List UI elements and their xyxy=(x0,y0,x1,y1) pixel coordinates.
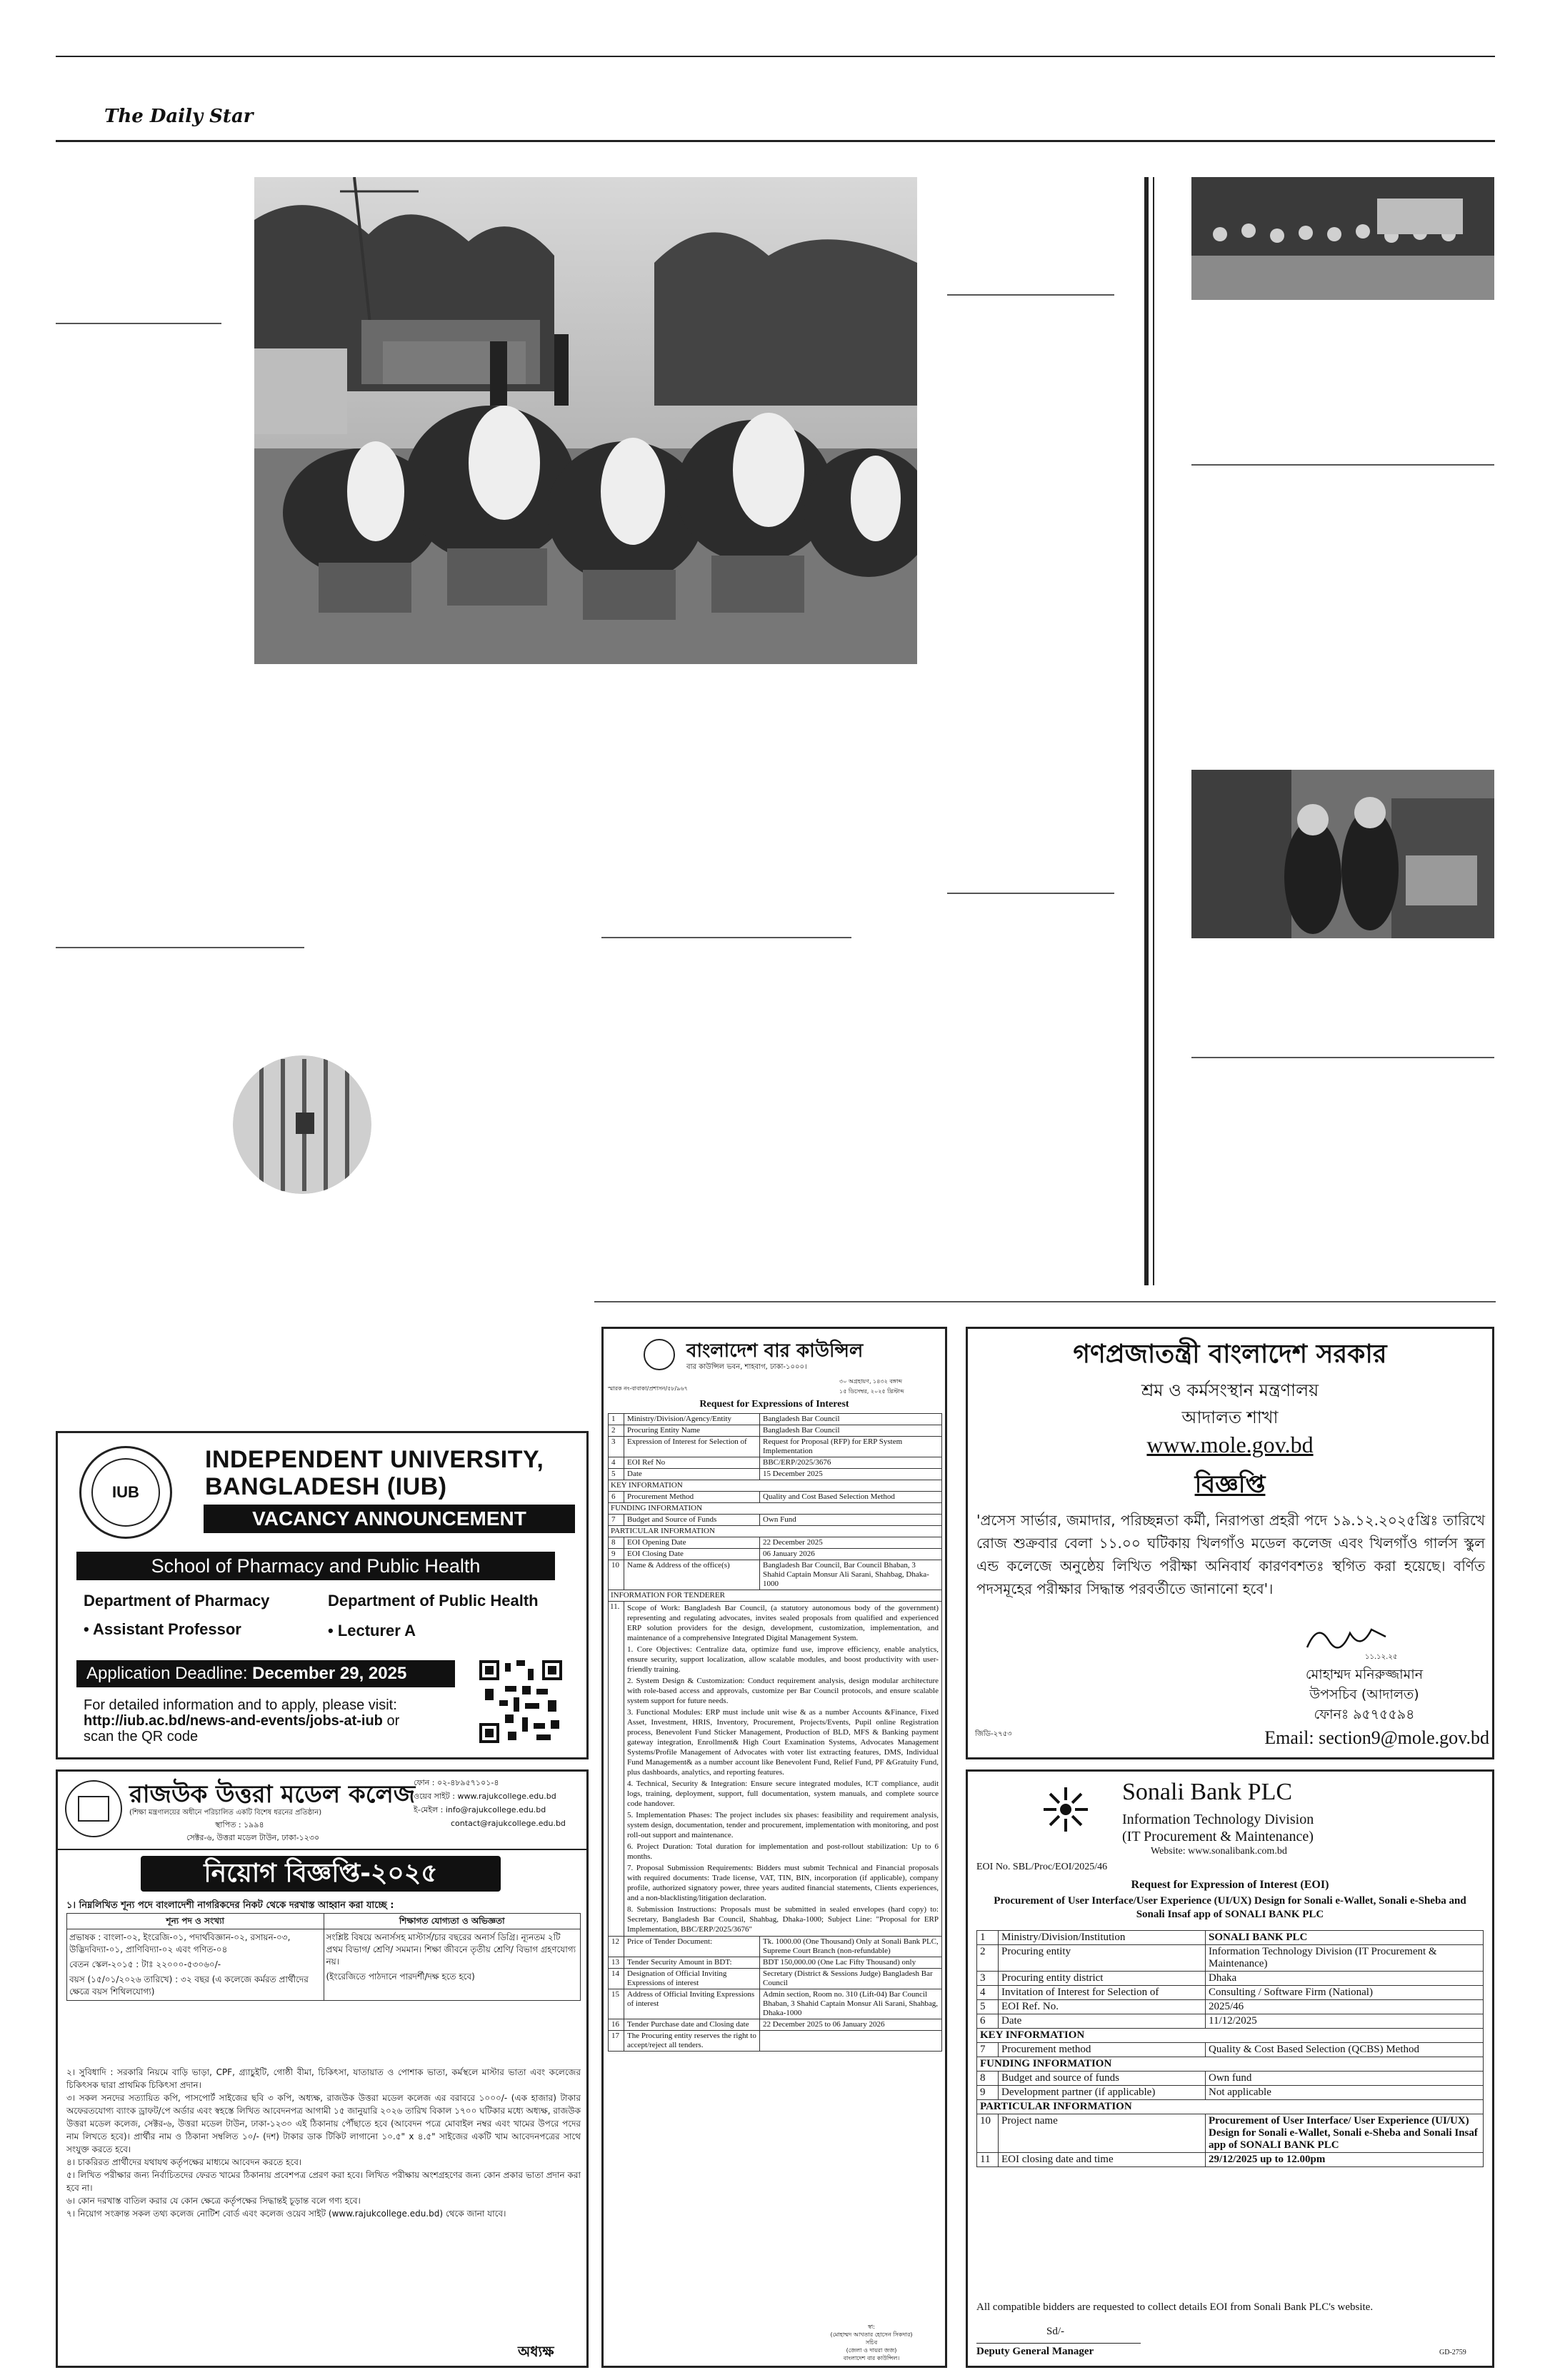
row-value: Bangladesh Bar Council xyxy=(760,1425,942,1437)
mole-signatory-phone: ফোনঃ ৯৫৭৫৫৯৪ xyxy=(1314,1707,1415,1722)
apply-info xyxy=(84,1697,462,1744)
rajuk-title: নিয়োগ বিজ্ঞপ্তি-২০২৫ xyxy=(141,1856,501,1892)
bc-funding-information: FUNDING INFORMATION xyxy=(609,1503,942,1515)
sonali-bank-ad xyxy=(966,1769,1494,2368)
table-row xyxy=(977,2000,1484,2014)
mole-signature-icon xyxy=(1304,1619,1389,1655)
bc-requirement-item: 1. Core Objectives: Centralize data, optimize fund use, improve efficiency, enable analytics, ensure security, support localization, allow scalable modules, and boost productivity with user-friendly training. xyxy=(627,1645,939,1674)
bc-sign-sd: স্বা: xyxy=(868,2324,875,2330)
rajuk-email2[interactable]: contact@rajukcollege.edu.bd xyxy=(451,1819,566,1828)
table-row xyxy=(977,2014,1484,2029)
qualification-text: সংশ্লিষ্ট বিষয়ে অনার্সসহ মাস্টার্স/চার বছরের অনার্স ডিগ্রি। ন্যূনতম ২টি প্রথম বিভাগ/ শ্রেণি/ সমমান। শিক্ষা জীবনে তৃতীয় শ্রেণি/ বিভাগ গ্রহণযোগ্য নয়। xyxy=(326,1932,576,1967)
row-number: 15 xyxy=(609,1989,624,2019)
row-value: Own Fund xyxy=(760,1515,942,1526)
row-value: Quality & Cost Based Selection (QCBS) Method xyxy=(1206,2043,1484,2057)
mole-ad xyxy=(966,1327,1494,1759)
row-number: 5 xyxy=(977,2000,999,2014)
row-number: 14 xyxy=(609,1969,624,1989)
school-bar: School of Pharmacy and Public Health xyxy=(76,1552,555,1580)
bc-sign-name: (মোহাম্মদ আখতার হোসেন সিকদার) xyxy=(830,2331,913,2338)
rajuk-logo xyxy=(65,1780,122,1837)
gate-photo xyxy=(233,1055,371,1194)
table-row xyxy=(609,1492,942,1503)
row-number: 3 xyxy=(609,1437,624,1457)
sonali-division: Information Technology Division xyxy=(1122,1812,1314,1827)
row-label: Development partner (if applicable) xyxy=(999,2086,1206,2100)
table-row xyxy=(609,1425,942,1437)
dept-public-health: Department of Public Health xyxy=(328,1592,539,1610)
row-label: Procuring entity district xyxy=(999,1972,1206,1986)
table-row xyxy=(977,2072,1484,2086)
row-value: 2025/46 xyxy=(1206,2000,1484,2014)
row-label: Procuring Entity Name xyxy=(624,1425,760,1437)
row-label: Ministry/Division/Institution xyxy=(999,1931,1206,1945)
row-label: Tender Security Amount in BDT: xyxy=(624,1957,760,1969)
bar-council-ad xyxy=(601,1327,947,2368)
row-label: EOI closing date and time xyxy=(999,2153,1206,2167)
masthead-rule xyxy=(56,140,1495,142)
bc-requirement-item: 4. Technical, Security & Integration: Ensure secure integrated modules, ICT compliance, audit logs, training, deployment, support, full documentation, system manuals, and complete source code handover. xyxy=(627,1779,939,1808)
row-number: 13 xyxy=(609,1957,624,1969)
sonali-request: Request for Expression of Interest (EOI) xyxy=(1131,1879,1329,1891)
table-row xyxy=(977,2153,1484,2167)
bc-particular-information: PARTICULAR INFORMATION xyxy=(609,1526,942,1537)
bc-requirement-item: 5. Implementation Phases: The project includes six phases: feasibility and requirement analysis, system design, documentation, tender and procurement, implementation with monitoring, and post roll-out support and maintenance. xyxy=(627,1811,939,1839)
sb-funding-information: FUNDING INFORMATION xyxy=(977,2057,1484,2072)
sonali-table xyxy=(976,1930,1484,2167)
table-row xyxy=(609,1989,942,2019)
row-value: BDT 150,000.00 (One Lac Fifty Thousand) only xyxy=(760,1957,942,1969)
bar-council-date2: ১৫ ডিসেম্বর, ২০২৫ খ্রিস্টাব্দ xyxy=(839,1388,904,1395)
raid-photo xyxy=(1191,770,1494,938)
row-value: Quality and Cost Based Selection Method xyxy=(760,1492,942,1503)
rajuk-terms xyxy=(66,2066,581,2220)
masthead-logo: The Daily Star xyxy=(104,106,254,127)
row-label: Procurement method xyxy=(999,2043,1206,2057)
row-label: Procuring entity xyxy=(999,1945,1206,1972)
row-label: Date xyxy=(624,1469,760,1480)
rajuk-address: সেক্টর-৬, উত্তরা মডেল টাউন, ঢাকা-১২৩০ xyxy=(186,1833,320,1842)
row-label: EOI Closing Date xyxy=(624,1549,760,1560)
sonali-website[interactable]: Website: www.sonalibank.com.bd xyxy=(1151,1846,1287,1857)
sonali-logo-icon xyxy=(1042,1786,1089,1833)
table-row xyxy=(977,1986,1484,2000)
bc-key-information: KEY INFORMATION xyxy=(609,1480,942,1492)
col-qualification-header: শিক্ষাগত যোগ্যতা ও অভিজ্ঞতা xyxy=(324,1914,581,1929)
bar-council-address: বার কাউন্সিল ভবন, শাহবাগ, ঢাকা-১০০০। xyxy=(686,1363,807,1371)
bc-sign-rank: (জেলা ও দায়রা জজ) xyxy=(846,2347,897,2354)
post-assistant-professor: • Assistant Professor xyxy=(84,1620,241,1638)
row-value: Dhaka xyxy=(1206,1972,1484,1986)
row-label: EOI Ref. No. xyxy=(999,2000,1206,2014)
row-label: Expression of Interest for Selection of xyxy=(624,1437,760,1457)
table-row xyxy=(609,1537,942,1549)
rajuk-sub: (শিক্ষা মন্ত্রণালয়ের অধীনে পরিচালিত একটি বিশেষ ধরনের প্রতিষ্ঠান) xyxy=(129,1809,322,1817)
col-posts-header: শূন্য পদ ও সংখ্যা xyxy=(67,1914,324,1929)
dept-pharmacy: Department of Pharmacy xyxy=(84,1592,270,1610)
row-number: 2 xyxy=(609,1425,624,1437)
row-value: 11/12/2025 xyxy=(1206,2014,1484,2029)
mole-branch: আদালত শাখা xyxy=(1181,1407,1279,1427)
vacancy-banner: VACANCY ANNOUNCEMENT xyxy=(204,1505,575,1533)
pay-scale: বেতন স্কেল-২০১৫ : টাঃ ২২০০০-৫৩০৬০/- xyxy=(69,1959,221,1969)
market-photo xyxy=(254,177,917,664)
vertical-rule xyxy=(1144,177,1149,1285)
row-value: Tk. 1000.00 (One Thousand) Only at Sonali Bank PLC, Supreme Court Branch (non-refundable) xyxy=(760,1937,942,1957)
sb-key-information: KEY INFORMATION xyxy=(977,2029,1484,2043)
row-label: Budget and source of funds xyxy=(999,2072,1206,2086)
bar-council-date1: ৩০ অগ্রহায়ণ, ১৪৩২ বঙ্গাব্দ xyxy=(839,1378,903,1385)
row-value: 22 December 2025 to 06 January 2026 xyxy=(760,2019,942,2031)
row-number: 10 xyxy=(609,1560,624,1590)
term-2: ২। সুবিধাদি : সরকারি নিয়মে বাড়ি ভাড়া, CPF, গ্র্যাচুইটি, গোষ্ঠী বীমা, চিকিৎসা, যাতায়াত ও পোশাক ভাতা, কর্মস্থলে মাস্টার ভাতা এবং কলেজের চিকিৎসক দ্বারা প্রাথমিক চিকিৎসা প্রদান। xyxy=(66,2067,581,2090)
bc-signature xyxy=(804,2323,939,2362)
row-label: Designation of Official Inviting Expressions of interest xyxy=(624,1969,760,1989)
row-value: Procurement of User Interface/ User Experience (UI/UX) Design for Sonali e-Wallet, Sonali e-Sheba and Sonali Insaf app of SONALI BANK PLC xyxy=(1206,2114,1484,2153)
term-4: ৪। চাকরিরত প্রার্থীদের যথাযথ কর্তৃপক্ষের মাধ্যমে আবেদন করতে হবে। xyxy=(66,2157,302,2167)
row-number: 9 xyxy=(609,1549,624,1560)
table-row xyxy=(977,2114,1484,2153)
bc-sign-org: বাংলাদেশ বার কাউন্সিল। xyxy=(843,2355,900,2361)
row-number: 9 xyxy=(977,2086,999,2100)
row-number: 7 xyxy=(977,2043,999,2057)
column-separator xyxy=(947,893,1114,894)
rajuk-estd: স্থাপিত : ১৯৯৪ xyxy=(215,1820,264,1829)
post-lecturer-a: • Lecturer A xyxy=(328,1622,416,1640)
deadline-bar xyxy=(76,1660,455,1687)
bc-info-tenderer: INFORMATION FOR TENDERER xyxy=(609,1590,942,1602)
table-row xyxy=(977,1945,1484,1972)
column-separator xyxy=(1191,464,1494,466)
mole-notice-body: 'প্রসেস সার্ভার, জমাদার, পরিচ্ছন্নতা কর্মী, নিরাপত্তা প্রহরী পদে ১৯.১২.২০২৫খ্রিঃ তারিখে রোজ শুক্রবার বেলা ১১.০০ ঘটিকায় খিলগাঁও মডেল কলেজ এবং খিলগাঁও গার্লস স্কুল এন্ড কলেজে অনুষ্ঠেয় লিখিত পরীক্ষা অনিবার্য কারণবশতঃ স্থগিত করা হয়েছে। বর্ণিত পদসমূহের পরীক্ষার সিদ্ধান্ত পরবর্তীতে জানানো হবে'। xyxy=(976,1512,1485,1597)
apply-qr-hint: scan the QR code xyxy=(84,1729,199,1744)
table-row xyxy=(609,1437,942,1457)
table-row xyxy=(609,1937,942,1957)
mole-title: গণপ্রজাতন্ত্রী বাংলাদেশ সরকার xyxy=(1073,1340,1387,1369)
bc-scope: Scope of Work: Bangladesh Bar Council, (a statutory autonomous body of the government) representing and regulating advocates, invites sealed proposals from qualified and experienced ERP solution providers for the design, development, customization, implementation, and maintenance of a comprehensive Integrated Digital Management System. xyxy=(627,1604,939,1642)
row-label: Budget and Source of Funds xyxy=(624,1515,760,1526)
row-label: Ministry/Division/Agency/Entity xyxy=(624,1414,760,1425)
term-3: ৩। সকল সনদের সত্যায়িত কপি, পাসপোর্ট সাইজের ছবি ৩ কপি, অধ্যক্ষ, রাজউক উত্তরা মডেল কলেজ এর বরাবরে ১০০০/- (এক হাজার) টাকার অফেরতযোগ্য ব্যাংক ড্রাফট/পে অর্ডার এবং স্বহস্তে লিখিত আবেদনপত্র আগামী ১৫ জানুয়ারি ২০২৬ তারিখ বিকাল ১৭০০ ঘটিকার মধ্যে অধ্যক্ষ, রাজউক উত্তরা মডেল কলেজ, সেক্টর-৬, উত্তরা মডেল টাউন, ঢাকা-১২৩০ এই ঠিকানায় পৌঁছাতে হবে (আবেদন পত্রে মোবাইল নম্বর এবং খামের উপরে পদের নাম লিখতে হবে)। প্রার্থীর নাম ও ঠিকানা সম্বলিত ১০/- (দশ) টাকার ডাক টিকিট লাগানো ১০.৫" x ৪.৫" সাইজের একটি খাম আবেদনপত্রের সাথে সংযুক্ত করতে হবে। xyxy=(66,2093,581,2154)
row-value: Request for Proposal (RFP) for ERP System Implementation xyxy=(760,1437,942,1457)
row-label: The Procuring entity reserves the right to accept/reject all tenders. xyxy=(624,2031,760,2052)
column-separator xyxy=(1191,1057,1494,1058)
table-row xyxy=(609,1515,942,1526)
row-number: 1 xyxy=(977,1931,999,1945)
iub-logo: IUB xyxy=(79,1446,172,1539)
row-number: 3 xyxy=(977,1972,999,1986)
bar-council-name: বাংলাদেশ বার কাউন্সিল xyxy=(686,1340,864,1362)
deadline-label: Application Deadline: xyxy=(86,1664,253,1683)
sonali-heading: Procurement of User Interface/User Experience (UI/UX) Design for Sonali e-Wallet, Sonali e-Sheba and Sonali Insaf app of SONALI BANK PLC xyxy=(994,1895,1466,1920)
term-6: ৬। কোন দরখাস্ত বাতিল করার যে কোন ক্ষেত্রে কর্তৃপক্ষের সিদ্ধান্তই চূড়ান্ত বলে গণ্য হবে। xyxy=(66,2196,361,2206)
row-value: 22 December 2025 xyxy=(760,1537,942,1549)
row-value: Own fund xyxy=(1206,2072,1484,2086)
apply-url[interactable]: http://iub.ac.bd/news-and-events/jobs-at-iub xyxy=(84,1713,383,1729)
row-number: 17 xyxy=(609,2031,624,2052)
row-label: EOI Ref No xyxy=(624,1457,760,1469)
row-label: Date xyxy=(999,2014,1206,2029)
bar-council-logo xyxy=(644,1339,675,1370)
column-separator xyxy=(947,294,1114,296)
sonali-eoi-no: EOI No. SBL/Proc/EOI/2025/46 xyxy=(976,1862,1108,1872)
mole-code: জিডি-২৭৫৩ xyxy=(975,1730,1012,1738)
table-row xyxy=(609,2031,942,2052)
table-row xyxy=(977,2043,1484,2057)
apply-info-line1: For detailed information and to apply, please visit: xyxy=(84,1697,397,1713)
row-number: 6 xyxy=(977,2014,999,2029)
iub-ad xyxy=(56,1431,589,1759)
mole-website[interactable]: www.mole.gov.bd xyxy=(1146,1432,1314,1457)
sonali-sd: Sd/- xyxy=(1046,2326,1065,2337)
row-value: SONALI BANK PLC xyxy=(1206,1931,1484,1945)
row-label: Procurement Method xyxy=(624,1492,760,1503)
rajuk-contact xyxy=(414,1776,585,1830)
vertical-rule xyxy=(1153,177,1154,1285)
table-row xyxy=(609,1457,942,1469)
top-rule xyxy=(56,56,1495,57)
row-value: Consulting / Software Firm (National) xyxy=(1206,1986,1484,2000)
rajuk-email[interactable]: ই-মেইল : info@rajukcollege.edu.bd xyxy=(414,1805,546,1814)
table-row xyxy=(977,1931,1484,1945)
bc-requirement-item: 8. Submission Instructions: Proposals must be submitted in sealed envelopes (hard copy) to: Secretary, Bangladesh Bar Council, Shahbag, Dhaka-1000; Subject Line: "Proposal for ERP Implementation, BBC/ERP/2025/3676" xyxy=(627,1905,939,1934)
table-row xyxy=(977,1972,1484,1986)
row-number: 7 xyxy=(609,1515,624,1526)
ads-rule xyxy=(594,1301,1496,1302)
column-separator xyxy=(56,323,221,324)
mole-signatory-name: মোহাম্মদ মনিরুজ্জামান xyxy=(1305,1667,1424,1682)
age-limit: বয়স (১৫/০১/২০২৬ তারিখে) : ৩২ বছর (এ কলেজে কর্মরত প্রার্থীদের ক্ষেত্রে বয়স শিথিলযোগ্য) xyxy=(69,1974,309,1997)
rajuk-table xyxy=(66,1913,581,2001)
row-value: Information Technology Division (IT Procurement & Maintenance) xyxy=(1206,1945,1484,1972)
table-row xyxy=(609,1549,942,1560)
sonali-name: Sonali Bank PLC xyxy=(1122,1779,1293,1805)
row-number: 16 xyxy=(609,2019,624,2031)
row-label: Name & Address of the office(s) xyxy=(624,1560,760,1590)
posts-list: প্রভাষক : বাংলা-০২, ইংরেজি-০১, পদার্থবিজ্ঞান-০২, রসায়ন-০৩, উদ্ভিদবিদ্যা-০১, প্রাণিবিদ্যা-০২ এবং গণিত-০৪ xyxy=(69,1932,291,1954)
rajuk-intro: ১। নিম্নলিখিত শূন্য পদে বাংলাদেশী নাগরিকদের নিকট থেকে দরখাস্ত আহ্বান করা যাচ্ছে : xyxy=(66,1900,394,1911)
term-5: ৫। লিখিত পরীক্ষার জন্য নির্বাচিতদের ফেরত খামের ঠিকানায় প্রবেশপত্র প্রেরণ করা হবে। লিখিত পরীক্ষায় অংশগ্রহণের জন্য কোন প্রকার ভাতা প্রদান করা হবে না। xyxy=(66,2170,581,2193)
event-photo xyxy=(1191,177,1494,300)
mole-ministry: শ্রম ও কর্মসংস্থান মন্ত্রণালয় xyxy=(1141,1380,1319,1400)
row-label: Invitation of Interest for Selection of xyxy=(999,1986,1206,2000)
rajuk-website[interactable]: ওয়েব সাইট : www.rajukcollege.edu.bd xyxy=(414,1792,556,1801)
row-number: 10 xyxy=(977,2114,999,2153)
row-number: 5 xyxy=(609,1469,624,1480)
rajuk-signature: অধ্যক্ষ xyxy=(518,2343,554,2360)
row-label: EOI Opening Date xyxy=(624,1537,760,1549)
sonali-subdivision: (IT Procurement & Maintenance) xyxy=(1122,1829,1314,1844)
mole-signatory xyxy=(1239,1665,1489,1724)
row-value: Bangladesh Bar Council xyxy=(760,1414,942,1425)
row-number: 4 xyxy=(609,1457,624,1469)
row-number: 4 xyxy=(977,1986,999,2000)
row-label: Price of Tender Document: xyxy=(624,1937,760,1957)
mole-signatory-desig: উপসচিব (আদালত) xyxy=(1309,1687,1419,1702)
bc-requirement-item: 3. Functional Modules: ERP must include unit wise & as a number Accounts &Finance, Fixed Asset, Investment, HRIS, Inventory, Procurement, Projects/Events, Pupil online Registration process, Benevolent Fund Sticker Management, Production of BLD, MFS & Banking payment gateway integration, Enrollment& High Court Examination Systems, Advocates Management Systems/Profile Management of Advocates with voter list extracting features, DMS, Individual Fund Management& as a number account like Benevolent Fund, Relief Fund, PF &Gratuity Fund, plus dashboards, analytics, and reporting features. xyxy=(627,1708,939,1777)
deadline-date: December 29, 2025 xyxy=(252,1664,407,1683)
row-value: Secretary (District & Sessions Judge) Bangladesh Bar Council xyxy=(760,1969,942,1989)
row-value: BBC/ERP/2025/3676 xyxy=(760,1457,942,1469)
row-value xyxy=(760,2031,942,2052)
row-number: 2 xyxy=(977,1945,999,1972)
column-separator xyxy=(601,937,851,938)
mole-notice-heading: বিজ্ঞপ্তি xyxy=(1194,1470,1266,1499)
row-label: Address of Official Inviting Expressions of interest xyxy=(624,1989,760,2019)
row-number: 1 xyxy=(609,1414,624,1425)
row-label: Project name xyxy=(999,2114,1206,2153)
table-row xyxy=(609,1560,942,1590)
row-value: Admin section, Room no. 310 (Lift-04) Bar Council Bhaban, 3 Shahid Captain Monsur Ali Sarani, Shahbag, Dhaka-1000 xyxy=(760,1989,942,2019)
rajuk-divider xyxy=(58,1849,589,1850)
sonali-footer-note: All compatible bidders are requested to collect details EOI from Sonali Bank PLC's website. xyxy=(976,2301,1374,2313)
row-label: Tender Purchase date and Closing date xyxy=(624,2019,760,2031)
table-row xyxy=(609,1469,942,1480)
mole-email[interactable]: Email: section9@mole.gov.bd xyxy=(1264,1727,1489,1748)
table-row xyxy=(609,2019,942,2031)
sb-particular-information: PARTICULAR INFORMATION xyxy=(977,2100,1484,2114)
table-row xyxy=(977,2086,1484,2100)
bc-sign-title: সচিব xyxy=(865,2339,878,2346)
sonali-sign-rule xyxy=(976,2343,1141,2344)
bc-requirement-item: 6. Project Duration: Total duration for implementation and post-rollout stabilization: Up to 6 months. xyxy=(627,1842,939,1861)
bar-council-title: Request for Expressions of Interest xyxy=(699,1399,849,1410)
row-value: 29/12/2025 up to 12.00pm xyxy=(1206,2153,1484,2167)
rajuk-ad xyxy=(56,1769,589,2368)
iub-name: INDEPENDENT UNIVERSITY, BANGLADESH (IUB) xyxy=(205,1446,544,1500)
sonali-signatory: Deputy General Manager xyxy=(976,2346,1094,2357)
apply-or: or xyxy=(382,1713,400,1729)
qr-code-icon[interactable] xyxy=(479,1660,562,1743)
row-number: 8 xyxy=(977,2072,999,2086)
bc-requirement-item: 7. Proposal Submission Requirements: Bidders must submit Technical and Financial proposals with required documents: Trade license, VAT, TIN, BIN, incorporation (if applicable), company profile, authorized signatory power, three years audited financial statements, Clients experiences, and a non-blacklisting/litigation declaration. xyxy=(627,1864,939,1902)
column-separator xyxy=(56,947,304,948)
row-value: Bangladesh Bar Council, Bar Council Bhaban, 3 Shahid Captain Monsur Ali Sarani, Shahbag, Dhaka-1000 xyxy=(760,1560,942,1590)
sonali-code: GD-2759 xyxy=(1439,2349,1466,2356)
qualification-note: (ইংরেজিতে পাঠদানে পারদর্শী/দক্ষ হতে হবে) xyxy=(326,1972,475,1982)
term-7: ৭। নিয়োগ সংক্রান্ত সকল তথ্য কলেজ নোটিশ বোর্ড এবং কলেজ ওয়েব সাইট (www.rajukcollege.edu.bd) থেকে জানা যাবে। xyxy=(66,2209,506,2219)
bc-requirement-item: 2. System Design & Customization: Conduct requirement analysis, design modular architecture with role-based access and approvals, customize per Bar Council protocols, and ensure scalable system support for future needs. xyxy=(627,1677,939,1705)
table-row xyxy=(609,1969,942,1989)
table-row xyxy=(609,1414,942,1425)
row-value: 06 January 2026 xyxy=(760,1549,942,1560)
table-row xyxy=(609,1957,942,1969)
row-number: 12 xyxy=(609,1937,624,1957)
rajuk-name: রাজউক উত্তরা মডেল কলেজ xyxy=(129,1780,416,1809)
row-value: 15 December 2025 xyxy=(760,1469,942,1480)
bar-council-ref: স্মারক নং-বাবাকা/প্রশাসন/৫৮/৯৬৭ xyxy=(608,1385,688,1392)
row-value: Not applicable xyxy=(1206,2086,1484,2100)
rajuk-phone: ফোন : ০২-৪৮৯৫৭১০১-৪ xyxy=(414,1778,499,1787)
row-number: 8 xyxy=(609,1537,624,1549)
mole-sign-date: ১১.১২.২৫ xyxy=(1365,1653,1398,1661)
row-number: 6 xyxy=(609,1492,624,1503)
row-number: 11 xyxy=(977,2153,999,2167)
bar-council-table: 1 Ministry/Division/Agency/Entity Bangladesh Bar Council 2 Procuring Entity Name Bangladesh Bar Council 3 Expression of Interest for Selection of Request for Proposal (RFP) for ERP System Implementation 4 EOI Ref No BBC/ERP/2025/3676 5 Date 15 December 2025 KEY INFORMATION 6 Procurement Method Quality and Cost Based Selection Method FUNDING INFORMATION 7 Budget and Source of Funds Own Fund PARTICULAR INFORMATION 8 EOI Opening Date 22 December 2025 9 EOI Closing Date 06 January 2026 10 Name & Address of the office(s) Bangladesh Bar Council, Bar Council Bhaban, 3 Shahid Captain Monsur Ali Sarani, Shahbag, Dhaka-1000 INFORMATION FOR TENDERER 11. Scope of Work: Bangladesh Bar Council, (a statutory autonomous body of the government) representing and regulating advocates, invites sealed proposals from qualified and experienced ERP solution providers for the design, development, customization, implementation, and maintenance of a comprehensive Integrated Digital Management System. 1. Core Objectives: Centralize data, optimize fund use, improve efficiency, enable analytics, ensure security, support localization, allow scalable modules, and boost productivity with user-friendly training. 2. System Design & Customization: Conduct requirement analysis, design modular architecture with role-based access and approvals, customize per Bar Council protocols, and ensure scalable system support for future needs. 3. Functional Modules: ERP must include unit wise & as a number Accounts &Finance, Fixed Asset, Investment, HRIS, Inventory, Procurement, Projects/Events, Pupil online Registration process, Benevolent Fund Sticker Management, Production of BLD, MFS & Banking payment gateway integration, Enrollment& High Court Examination Systems, Advocates Management Systems/Profile Management of Advocates with voter list extracting features, DMS, Individual Fund Management& as a number account like Benevolent Fund, Relief Fund, PF &Gratuity Fund, plus dashboards, analytics, and reporting features. 4. Technical, Security & Integration: Ensure secure integrated modules, ICT compliance, audit logs, training, deployment, support, full documentation, system manuals, and complete source code handover. 5. Implementation Phases: The project includes six phases: feasibility and requirement analysis, system design, documentation, tender and procurement, implementation with monitoring, and post roll-out support and maintenance. 6. Project Duration: Total duration for implementation and post-rollout stabilization: Up to 6 months. 7. Proposal Submission Requirements: Bidders must submit Technical and Financial proposals with required documents: Trade license, VAT, TIN, BIN, incorporation (if applicable), company profile, authorized signatory power, three years audited financial statements, Clients experiences, and a non-blacklisting/litigation declaration. 8. Submission Instructions: Proposals must be submitted in sealed envelopes (hard copy) to: Secretary, Bangladesh Bar Council, Shahbag, Dhaka-1000; Subject Line: "Proposal for ERP Implementation, BBC/ERP/2025/3676" 12 Price of Tender Document: Tk. 1000.00 (One Thousand) Only at Sonali Bank PLC, Supreme Court Branch (non-refundable) 13 Tender Security Amount in BDT: BDT 150,000.00 (One Lac Fifty Thousand) only 14 Designation of Official Inviting Expressions of interest Secretary (District & Sessions Judge) Bangladesh Bar Council 15 Address of Official Inviting Expressions of interest Admin section, Room no. 310 (Lift-04) Bar Council Bhaban, 3 Shahid Captain Monsur Ali Sarani, Shahbag, Dhaka-1000 16 Tender Purchase date and Closing date 22 December 2025 to 06 January 2026 17 The Procuring entity reserves the right to accept/reject all tenders. xyxy=(608,1413,942,2052)
